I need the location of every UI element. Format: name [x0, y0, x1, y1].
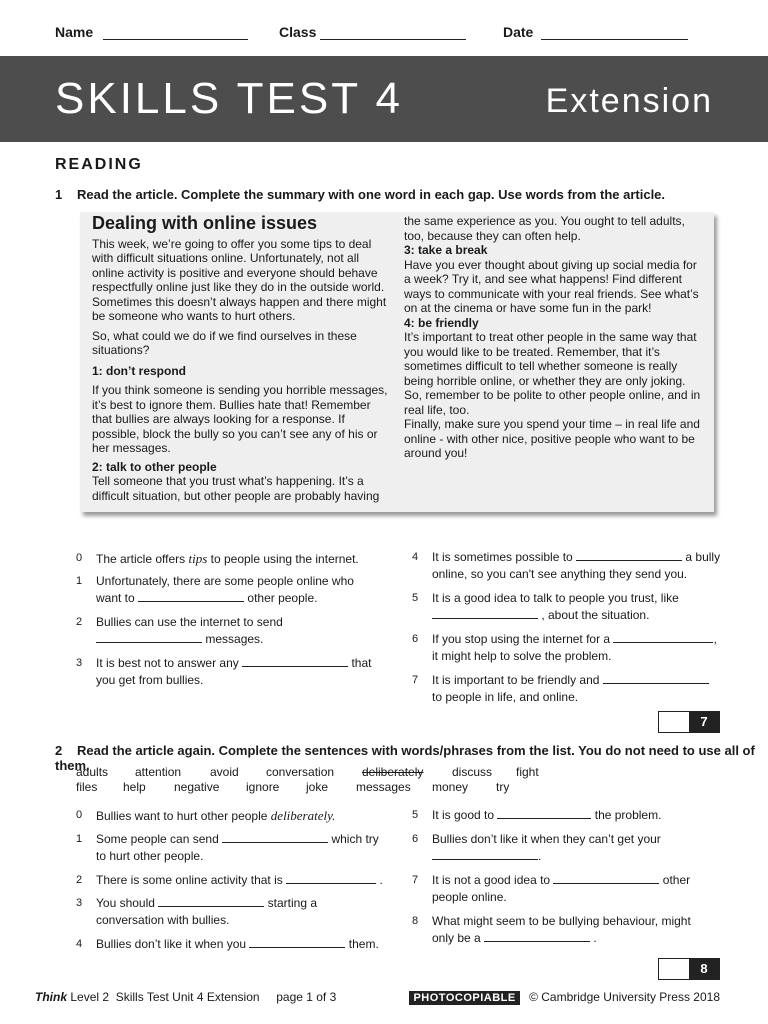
word-item: ignore: [246, 780, 280, 794]
example-answer: deliberately.: [270, 808, 336, 823]
answer-gap[interactable]: [613, 631, 713, 643]
ex2-item-5: 5 It is good to the problem.: [412, 808, 662, 822]
test-title: SKILLS TEST 4: [55, 74, 403, 123]
date-label: Date: [503, 24, 534, 40]
answer-gap[interactable]: [603, 672, 709, 684]
article-paragraph: This week, we’re going to offer you some tips to deal with difficult situations online. Unfortunately, not all online activity is positive and everyone should behave respectfully online just like they do in the outside world. Sometimes this doesn’t always happen and there might be someone who wants to hurt others.: [92, 236, 387, 323]
article-column-left: [92, 213, 390, 503]
ex2-item-7: 7 It is not a good idea to other people online.: [412, 873, 691, 904]
title-banner: [0, 56, 768, 142]
answer-gap[interactable]: [576, 549, 682, 561]
class-label: Class: [279, 24, 317, 40]
word-list-row-1: [76, 765, 716, 781]
score-box-2[interactable]: [658, 958, 720, 980]
answer-gap[interactable]: [484, 930, 590, 942]
brand-name: Think: [35, 990, 67, 1004]
ex1-item-0: 0 The article offers tips to people using the internet.: [76, 551, 359, 566]
article-heading: 4: be friendly: [404, 315, 479, 330]
article-heading: 3: take a break: [404, 243, 488, 257]
word-item: discuss: [452, 765, 493, 779]
word-item: fight: [516, 765, 539, 779]
word-item: try: [496, 780, 510, 794]
footer-left: [35, 990, 336, 1004]
ex2-item-1: 1 Some people can send which try to hurt other people.: [76, 832, 379, 863]
article-paragraph: the same experience as you. You ought to tell adults, too, because they can often help.: [404, 214, 685, 243]
word-item: money: [432, 780, 469, 794]
photocopiable-badge: PHOTOCOPIABLE: [409, 991, 519, 1005]
article-paragraph: Finally, make sure you spend your time – in real life and online - with other nice, positive people who want to be around you!: [404, 417, 700, 460]
exercise-1-instruction: 1 Read the article. Complete the summary with one word in each gap. Use words from the article.: [55, 187, 666, 202]
word-list-row-2: [76, 780, 716, 796]
ex2-item-3: 3 You should starting a conversation with bullies.: [76, 896, 317, 927]
article-heading: 2: talk to other people: [92, 459, 217, 474]
word-item: adults: [76, 765, 109, 779]
copyright-text: © Cambridge University Press 2018: [529, 990, 720, 1004]
word-item: avoid: [210, 765, 239, 779]
word-item: help: [123, 780, 146, 794]
word-item-used: deliberately: [362, 765, 424, 779]
answer-gap[interactable]: [553, 872, 659, 884]
score-total: 7: [689, 712, 719, 732]
exercise-2-instruction: 2 Read the article again. Complete the sentences with words/phrases from the list. You do not need to use all of them.: [55, 743, 755, 773]
test-subtitle: Extension: [545, 82, 713, 120]
article-paragraph: Tell someone that you trust what’s happening. It’s a difficult situation, but other people are probably having: [92, 474, 380, 503]
article-paragraph: So, what could we do if we find ourselves in these situations?: [92, 328, 357, 357]
ex1-item-7: 7 It is important to be friendly and to people in life, and online.: [412, 672, 722, 706]
ex2-item-0: 0 Bullies want to hurt other people deliberately.: [76, 808, 336, 823]
article-title: Dealing with online issues: [92, 213, 318, 233]
footer-page-info: Level 2 Skills Test Unit 4 Extension page 1 of 3: [70, 990, 337, 1004]
article-paragraph: It’s important to treat other people in the same way that you would like to be treated. Remember, that it’s sometimes difficult to tell whether someone is really being horrible online, or whether they are only joking. So, remember to be polite to other people online, and in real life, too.: [404, 330, 701, 417]
date-field[interactable]: [541, 39, 688, 40]
ex1-item-2: 2 Bullies can use the internet to send messages.: [76, 615, 283, 646]
word-item: files: [76, 780, 98, 794]
ex2-item-6: 6 Bullies don’t like it when they can’t get your .: [412, 832, 661, 863]
article-box: [80, 212, 714, 512]
word-item: conversation: [266, 765, 335, 779]
ex1-item-6: 6 If you stop using the internet for a , it might help to solve the problem.: [412, 632, 717, 663]
answer-gap[interactable]: [242, 655, 348, 667]
ex1-item-5: 5 It is a good idea to talk to people you trust, like , about the situation.: [412, 591, 679, 622]
article-paragraph: Have you ever thought about giving up social media for a week? Try it, and see what happens! Find different ways to communicate with your real friends. See what’s on at the cinema or have some fun in the park!: [404, 257, 699, 315]
example-answer: tips: [188, 551, 208, 566]
word-item: attention: [135, 765, 182, 779]
answer-gap[interactable]: [432, 607, 538, 619]
article-column-right: [404, 214, 706, 461]
score-total: 8: [689, 959, 719, 979]
ex1-item-1: 1 Unfortunately, there are some people online who want to other people.: [76, 574, 354, 605]
ex1-item-3: 3 It is best not to answer any that you get from bullies.: [76, 656, 372, 687]
word-item: joke: [306, 780, 329, 794]
word-item: messages: [356, 780, 411, 794]
name-field[interactable]: [103, 39, 248, 40]
answer-gap[interactable]: [96, 631, 202, 643]
answer-gap[interactable]: [138, 590, 244, 602]
article-heading: 1: don’t respond: [92, 363, 186, 378]
class-field[interactable]: [320, 39, 466, 40]
answer-gap[interactable]: [249, 936, 345, 948]
ex2-item-8: 8 What might seem to be bullying behaviour, might only be a .: [412, 914, 691, 945]
answer-gap[interactable]: [158, 895, 264, 907]
name-label: Name: [55, 24, 94, 40]
footer-right: [409, 990, 720, 1004]
section-title: READING: [55, 156, 143, 173]
ex1-item-4: 4 It is sometimes possible to a bully online, so you can't see anything they send you.: [412, 550, 721, 581]
ex2-item-4: 4 Bullies don’t like it when you them.: [76, 937, 379, 951]
score-box-1[interactable]: [658, 711, 720, 733]
answer-gap[interactable]: [432, 848, 538, 860]
article-paragraph: If you think someone is sending you horrible messages, it’s best to ignore them. Bullies hate that! Remember that bullies are always looking for a response. If possible, block the bully so you can’t see any of his or her messages.: [92, 383, 388, 455]
ex2-item-2: 2 There is some online activity that is .: [76, 873, 383, 887]
answer-gap[interactable]: [286, 872, 376, 884]
answer-gap[interactable]: [222, 831, 328, 843]
answer-gap[interactable]: [497, 807, 591, 819]
word-item: negative: [174, 780, 220, 794]
student-info-row: [55, 24, 713, 44]
page-footer: [35, 990, 720, 1006]
